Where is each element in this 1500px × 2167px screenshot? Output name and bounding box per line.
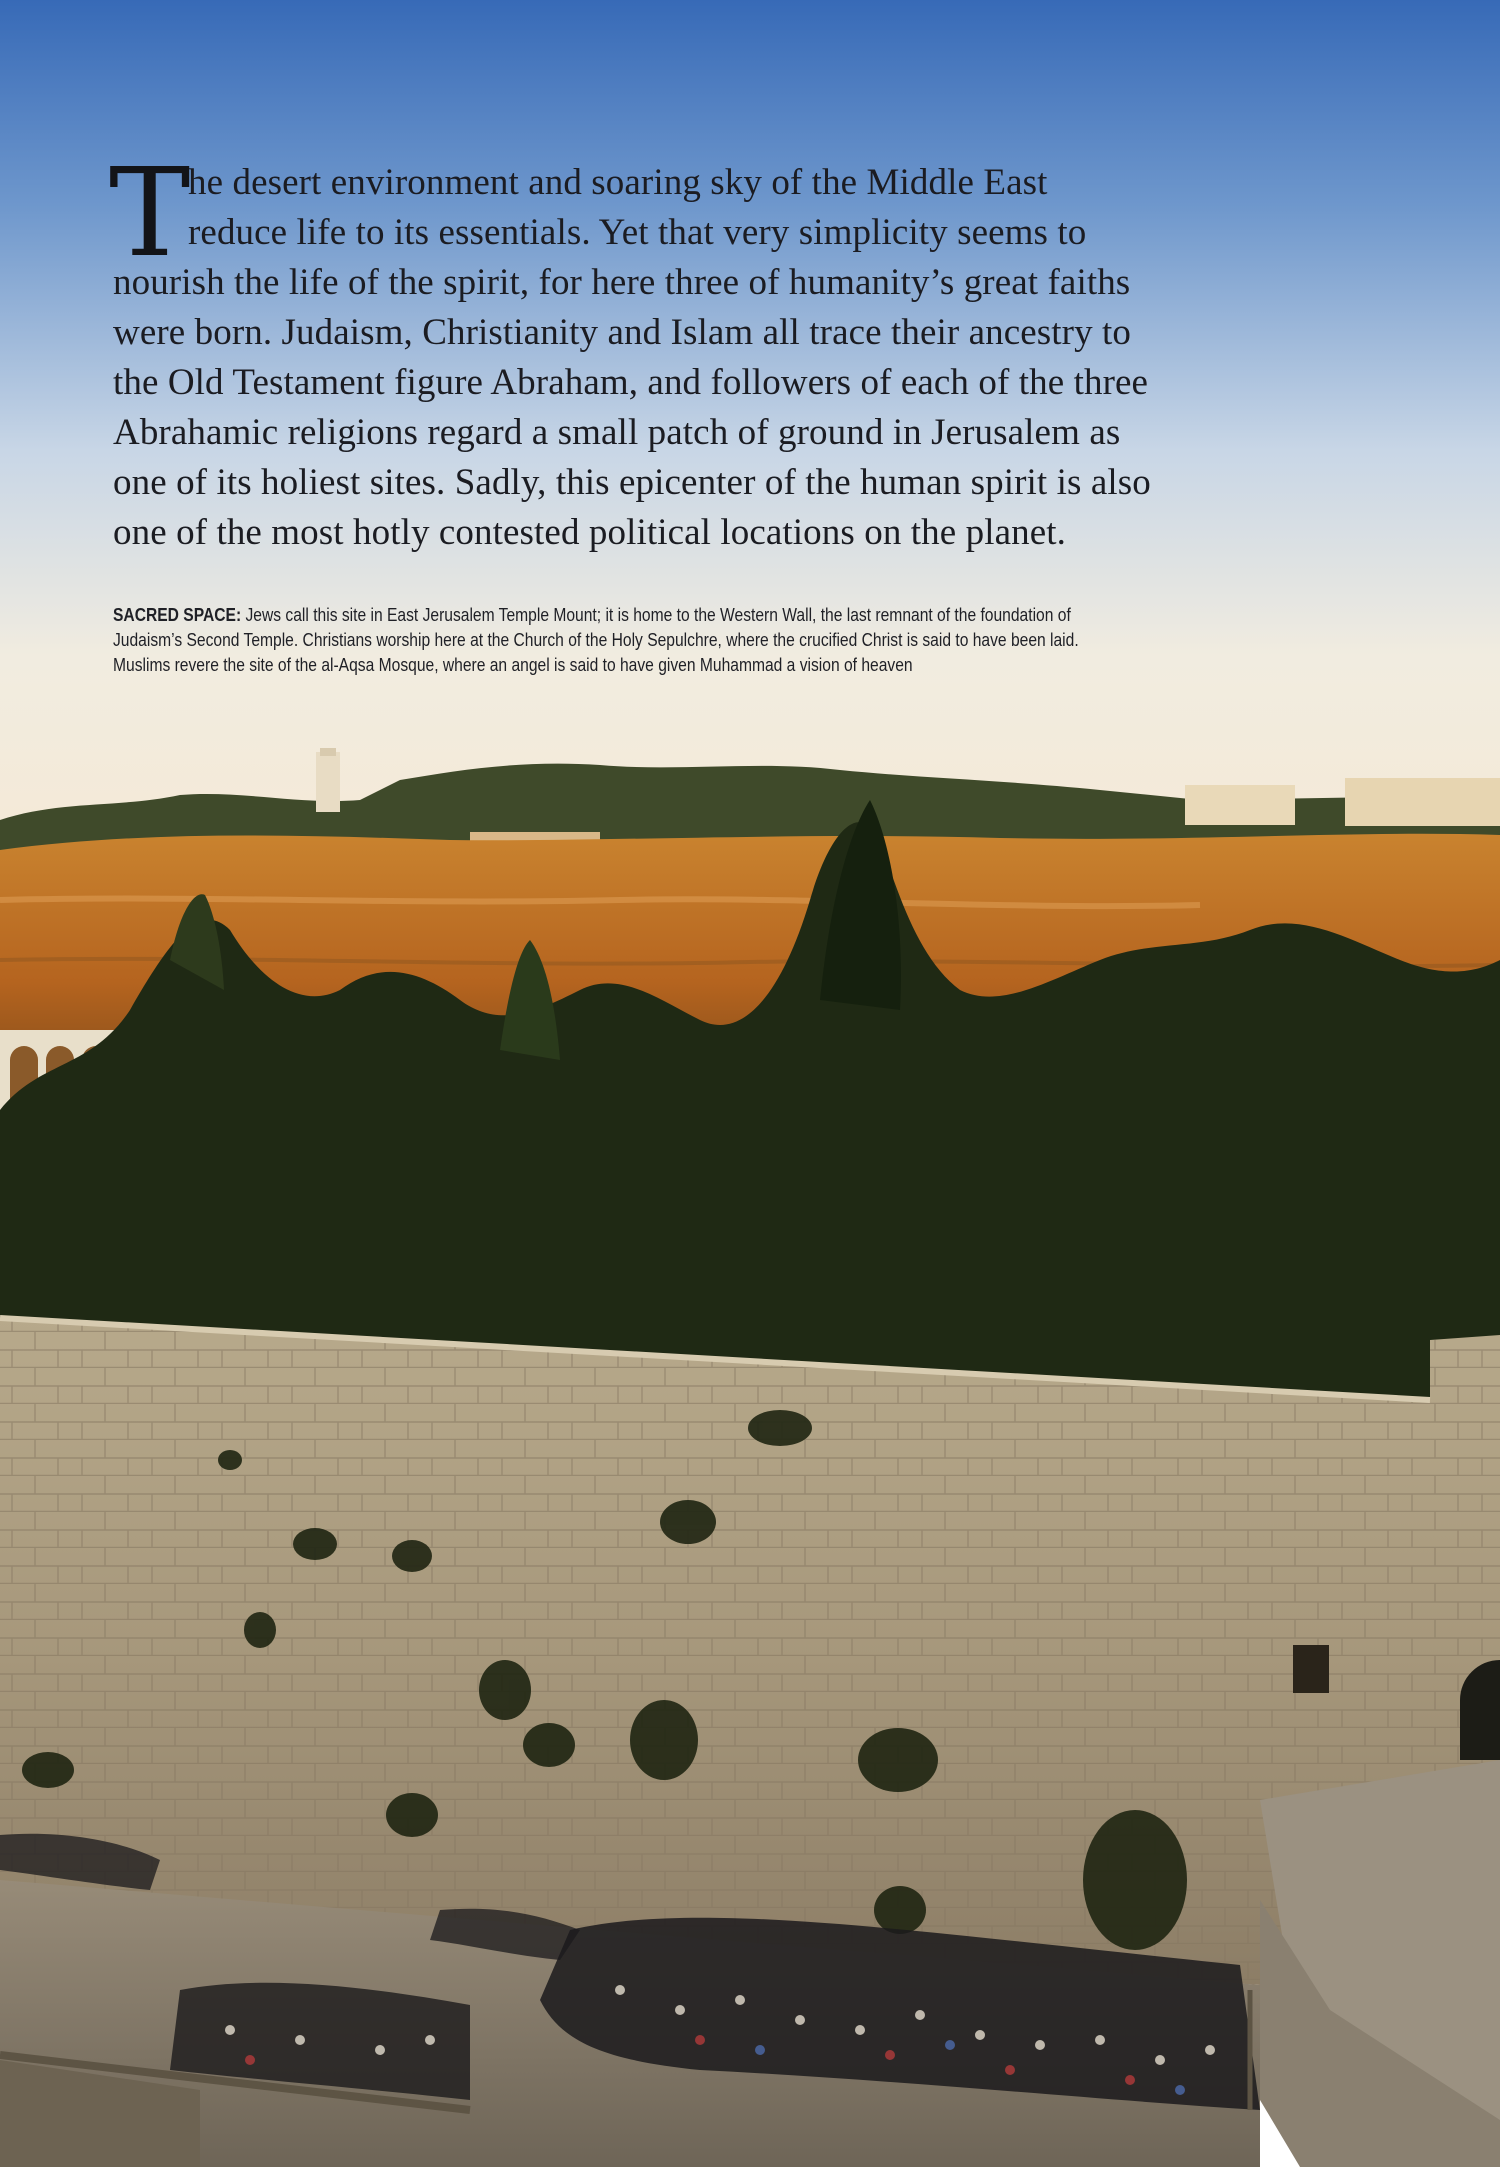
intro-text (109, 142, 1263, 558)
caption-lead: SACRED SPACE: (113, 604, 242, 625)
caption-text: Jews call this site in East Jerusalem Temple Mount; it is home to the Western Wall, the last remnant of the foundation of (245, 604, 1071, 625)
drop-cap: T (109, 142, 191, 284)
intro-line: nourish the life of the spirit, for here three of humanity’s great faiths (113, 262, 1131, 303)
intro-line: reduce life to its essentials. Yet that very simplicity seems to (188, 212, 1087, 253)
intro-line: were born. Judaism, Christianity and Islam all trace their ancestry to (113, 312, 1132, 353)
intro-line: one of the most hotly contested political locations on the planet. (113, 512, 1066, 553)
caption-text: Muslims revere the site of the al-Aqsa Mosque, where an angel is said to have given Muhammad a vision of heaven (113, 654, 913, 675)
intro-line: Abrahamic religions regard a small patch of ground in Jerusalem as (113, 412, 1121, 453)
photo-caption (113, 602, 1255, 677)
intro-line: he desert environment and soaring sky of the Middle East (188, 162, 1048, 203)
tower (316, 752, 340, 812)
intro-line: the Old Testament figure Abraham, and followers of each of the three (113, 362, 1149, 403)
intro-line: one of its holiest sites. Sadly, this epicenter of the human spirit is also (113, 462, 1151, 503)
caption-text: Judaism’s Second Temple. Christians worship here at the Church of the Holy Sepulchre, where the crucified Christ is said to have been laid. (113, 629, 1079, 650)
